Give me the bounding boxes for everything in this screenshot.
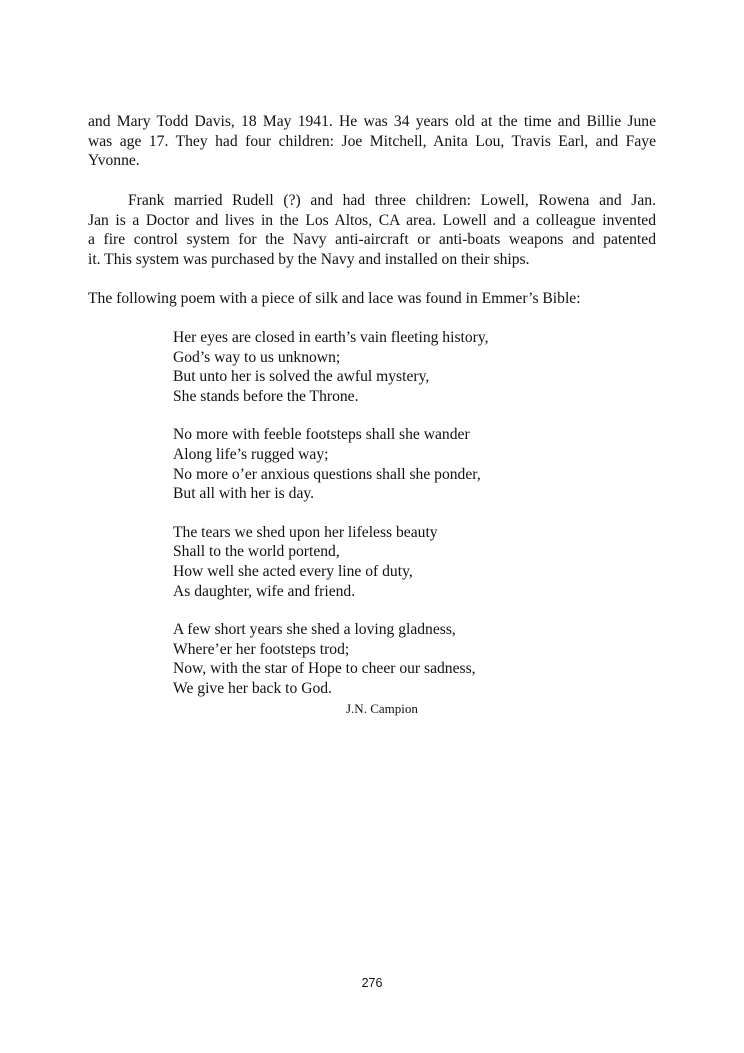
poem-attribution: J.N. Campion xyxy=(346,701,418,716)
paragraph-frank-family xyxy=(88,191,656,269)
text-line: a fire control system for the Navy anti-aircraft or anti-boats weapons and patented xyxy=(88,231,656,249)
poem-line: As daughter, wife and friend. xyxy=(173,582,356,600)
poem-stanza xyxy=(173,620,593,698)
paragraph-poem-intro xyxy=(88,289,656,309)
poem-line: God’s way to us unknown; xyxy=(173,348,341,366)
poem-line: How well she acted every line of duty, xyxy=(173,562,413,580)
poem-line: No more o’er anxious questions shall she ponder, xyxy=(173,465,481,483)
text-line: Yvonne. xyxy=(88,152,140,170)
paragraph-davis-family xyxy=(88,112,656,171)
text-line: Jan is a Doctor and lives in the Los Altos, CA area. Lowell and a colleague invented xyxy=(88,211,656,229)
page-number: 276 xyxy=(361,976,383,990)
poem-line: But unto her is solved the awful mystery, xyxy=(173,368,430,386)
poem-line: Where’er her footsteps trod; xyxy=(173,640,350,658)
text-line: Frank married Rudell (?) and had three children: Lowell, Rowena and Jan. xyxy=(128,192,656,209)
poem-line: No more with feeble footsteps shall she wander xyxy=(173,426,470,444)
poem-stanza xyxy=(173,425,593,503)
poem-line: Shall to the world portend, xyxy=(173,543,340,561)
poem xyxy=(173,328,593,699)
poem-line: Along life’s rugged way; xyxy=(173,445,329,463)
text-line: was age 17. They had four children: Joe Mitchell, Anita Lou, Travis Earl, and Faye xyxy=(88,132,656,150)
poem-stanza xyxy=(173,328,593,406)
poem-line: She stands before the Throne. xyxy=(173,387,359,405)
text-line: The following poem with a piece of silk and lace was found in Emmer’s Bible: xyxy=(88,290,581,307)
poem-line: The tears we shed upon her lifeless beauty xyxy=(173,523,438,541)
poem-line: We give her back to God. xyxy=(173,679,332,697)
poem-line: A few short years she shed a loving gladness, xyxy=(173,621,456,639)
poem-line: Her eyes are closed in earth’s vain fleeting history, xyxy=(173,329,489,346)
text-line: and Mary Todd Davis, 18 May 1941. He was 34 years old at the time and Billie June xyxy=(88,113,656,130)
poem-stanza xyxy=(173,523,593,601)
text-line: it. This system was purchased by the Navy and installed on their ships. xyxy=(88,250,530,268)
poem-line: But all with her is day. xyxy=(173,485,315,503)
poem-line: Now, with the star of Hope to cheer our sadness, xyxy=(173,660,476,678)
